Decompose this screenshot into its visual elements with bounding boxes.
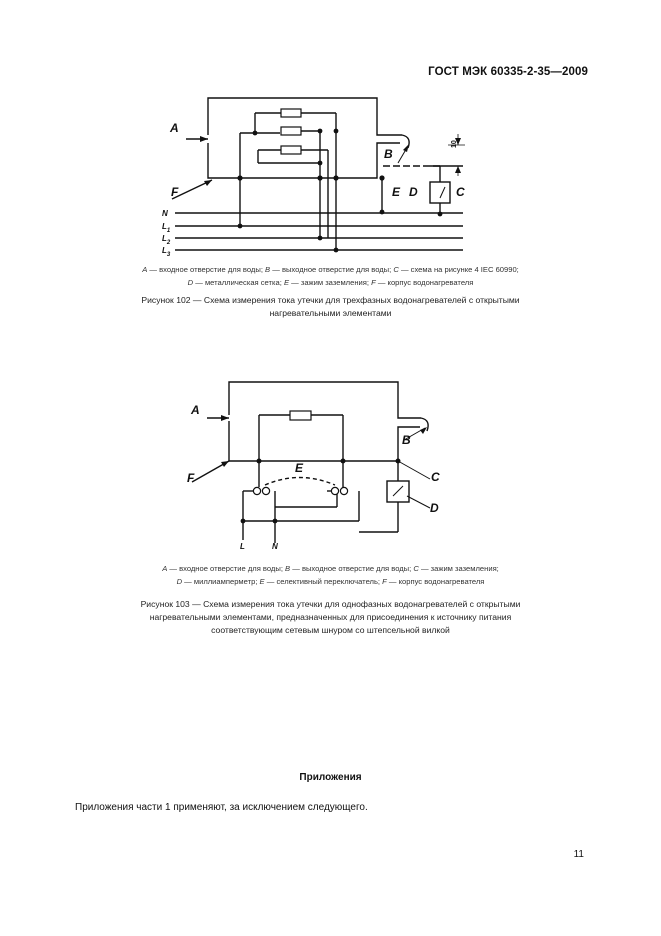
body-paragraph: Приложения части 1 применяют, за исключением следующего. — [75, 802, 368, 813]
legend-key: A — [142, 265, 148, 274]
svg-text:L2: $L_2$ — [162, 234, 171, 246]
heating-element-2 — [281, 127, 301, 135]
legend-text: — металлическая сетка; — [193, 278, 284, 287]
legend-text: — выходное отверстие для воды; — [290, 564, 414, 573]
figure-102-legend — [0, 263, 661, 289]
legend-key: A — [162, 564, 168, 573]
section-title: Приложения — [299, 772, 362, 783]
label-F: F — [187, 471, 195, 485]
legend-line — [0, 562, 661, 575]
heating-element-3 — [281, 146, 301, 154]
legend-key: F — [371, 278, 376, 287]
legend-text: — селективный переключатель; — [264, 577, 383, 586]
legend-text: — схема на рисунке 4 IEC 60990; — [398, 265, 519, 274]
figure-103-legend — [0, 562, 661, 588]
legend-key: D — [176, 577, 183, 586]
legend-key: E — [259, 577, 265, 586]
legend-text: — входное отверстие для воды; — [147, 265, 266, 274]
label-B: B — [402, 433, 411, 447]
legend-text: — зажим заземления; — [289, 278, 372, 287]
svg-text:L3: $L_3$ — [162, 246, 171, 258]
label-C: C — [456, 185, 465, 199]
label-F: F — [171, 185, 179, 199]
svg-text:L1: $L_1$ — [162, 222, 171, 234]
label-D: D — [430, 501, 439, 515]
label-A: A — [170, 121, 179, 135]
housing-outline — [208, 98, 402, 135]
legend-text: — зажим заземления; — [418, 564, 499, 573]
label-D: D — [409, 185, 418, 199]
legend-key: B — [285, 564, 291, 573]
legend-text: — корпус водонагревателя — [386, 577, 485, 586]
label-B: B — [384, 147, 393, 161]
legend-text: — выходное отверстие для воды; — [270, 265, 394, 274]
legend-key: C — [393, 265, 399, 274]
legend-line — [0, 575, 661, 588]
page-number: 11 — [573, 849, 584, 860]
label-E: E — [295, 461, 304, 475]
legend-text: — миллиамперметр; — [182, 577, 260, 586]
figure-102-diagram — [0, 0, 661, 260]
housing-outline — [229, 382, 421, 418]
legend-key: B — [265, 265, 271, 274]
legend-line — [0, 263, 661, 276]
label-N: N — [162, 209, 168, 218]
document-header: ГОСТ МЭК 60335-2-35—2009 — [428, 66, 588, 78]
figure-102-caption: Рисунок 102 — Схема измерения тока утечки для трехфазных водонагревателей с открытыми нагревательными элементами — [141, 295, 520, 318]
figure-103-caption: Рисунок 103 — Схема измерения тока утечки для однофазных водонагревателей с открытыми нагревательными элементами, предназначенных для присоединения к источнику питания соответствующим сетевым шнуром со штепсельной вилкой — [140, 599, 521, 635]
label-L: L — [240, 542, 245, 551]
label-E: E — [392, 185, 401, 199]
figure-103-diagram — [0, 370, 661, 555]
legend-key: C — [413, 564, 419, 573]
legend-text: — входное отверстие для воды; — [167, 564, 286, 573]
dimension-10: 10 — [451, 140, 458, 148]
measuring-network-box — [430, 182, 450, 203]
label-C: C — [431, 470, 440, 484]
legend-line — [0, 276, 661, 289]
heating-element — [290, 411, 311, 420]
label-N: N — [272, 542, 278, 551]
legend-key: D — [187, 278, 194, 287]
legend-key: F — [382, 577, 387, 586]
label-A: A — [191, 403, 200, 417]
legend-text: — корпус водонагревателя — [375, 278, 474, 287]
heating-element-1 — [281, 109, 301, 117]
legend-key: E — [283, 278, 290, 287]
